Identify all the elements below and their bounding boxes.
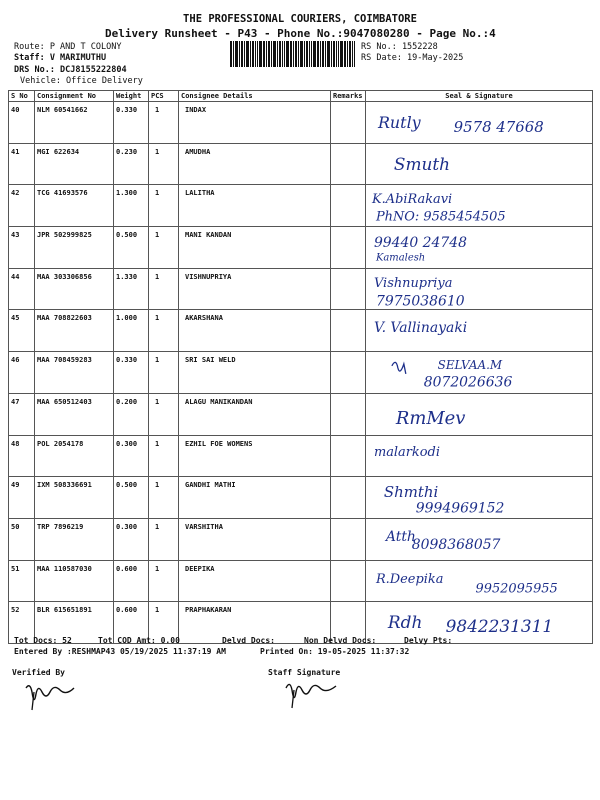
table-row (9, 102, 593, 144)
company-title: THE PROFESSIONAL COURIERS, COIMBATORE (183, 13, 417, 25)
signature-cell (366, 518, 593, 560)
pcs-cell: 1 (149, 560, 179, 602)
remarks-cell (331, 185, 366, 227)
table-row (9, 310, 593, 352)
consignment-cell: MAA 650512403 (35, 393, 114, 435)
weight-cell: 0.200 (114, 393, 149, 435)
signature-cell (366, 102, 593, 144)
consignment-cell: POL 2054178 (35, 435, 114, 477)
consignee-cell: VISHNUPRIYA (179, 268, 331, 310)
sno-cell: 51 (9, 560, 35, 602)
signature-cell (366, 477, 593, 519)
remarks-cell (331, 352, 366, 394)
consignee-cell: LALITHA (179, 185, 331, 227)
consignment-cell: MAA 303306856 (35, 268, 114, 310)
non-delivered-docs: Non Delvd Docs: (304, 636, 377, 645)
staff-signature-label: Staff Signature (268, 668, 341, 677)
remarks-cell (331, 268, 366, 310)
table-row (9, 560, 593, 602)
table-row (9, 393, 593, 435)
handwritten-note: 9842231311 (445, 616, 554, 637)
handwritten-note: Kamalesh (375, 252, 426, 264)
remarks-cell (331, 310, 366, 352)
consignee-cell: EZHIL FOE WOMENS (179, 435, 331, 477)
handwritten-signature: Rutly (377, 112, 421, 132)
col-remarks: Remarks (331, 91, 366, 102)
consignee-cell: VARSHITHA (179, 518, 331, 560)
consignee-cell: GANDHI MATHI (179, 477, 331, 519)
printed-on: Printed On: 19-05-2025 11:37:32 (260, 647, 410, 656)
sno-cell: 40 (9, 102, 35, 144)
pcs-cell: 1 (149, 435, 179, 477)
signature-cell (366, 602, 593, 644)
table-row (9, 352, 593, 394)
table-row (9, 518, 593, 560)
consignment-cell: IXM 508336691 (35, 477, 114, 519)
handwritten-signature: Smuth (393, 153, 451, 174)
verified-by-label: Verified By (12, 668, 65, 677)
remarks-cell (331, 102, 366, 144)
signature-cell (366, 227, 593, 269)
staff-signature-mark (282, 676, 342, 710)
weight-cell: 0.330 (114, 352, 149, 394)
weight-cell: 0.500 (114, 227, 149, 269)
pcs-cell: 1 (149, 518, 179, 560)
handwritten-signature: Vishnupriya (373, 275, 453, 291)
pcs-cell: 1 (149, 102, 179, 144)
handwritten-note: 7975038610 (375, 293, 465, 310)
handwritten-note: 9578 47668 (453, 117, 544, 136)
consignment-cell: MAA 110587030 (35, 560, 114, 602)
table-row (9, 435, 593, 477)
consignee-cell: DEEPIKA (179, 560, 331, 602)
pcs-cell: 1 (149, 185, 179, 227)
pcs-cell: 1 (149, 352, 179, 394)
weight-cell: 0.600 (114, 560, 149, 602)
rs-number: RS No.: 1552228 (361, 42, 438, 52)
table-row (9, 185, 593, 227)
consignment-cell: MAA 708822603 (35, 310, 114, 352)
consignment-cell: BLR 615651891 (35, 602, 114, 644)
signature-cell (366, 393, 593, 435)
consignee-cell: AKARSHANA (179, 310, 331, 352)
remarks-cell (331, 477, 366, 519)
sno-cell: 50 (9, 518, 35, 560)
weight-cell: 0.330 (114, 102, 149, 144)
sno-cell: 49 (9, 477, 35, 519)
handwritten-signature: Atth (385, 528, 416, 545)
consignee-cell: PRAPHAKARAN (179, 602, 331, 644)
sno-cell: 52 (9, 602, 35, 644)
sno-cell: 45 (9, 310, 35, 352)
handwritten-signature: SELVAA.M (437, 358, 503, 372)
weight-cell: 0.300 (114, 518, 149, 560)
sno-cell: 47 (9, 393, 35, 435)
entered-by: Entered By :RESHMAP43 05/19/2025 11:37:19 AM (14, 647, 226, 656)
weight-cell: 0.500 (114, 477, 149, 519)
weight-cell: 0.600 (114, 602, 149, 644)
pcs-cell: 1 (149, 393, 179, 435)
signature-cell (366, 310, 593, 352)
handwritten-signature: Shmthi (383, 483, 439, 502)
remarks-cell (331, 435, 366, 477)
col-pcs: PCS (149, 91, 179, 102)
remarks-cell (331, 518, 366, 560)
handwritten-signature: RmMev (395, 407, 466, 429)
runsheet-title: Delivery Runsheet - P43 - Phone No.:9047080280 - Page No.:4 (105, 27, 496, 40)
table-row (9, 602, 593, 644)
pcs-cell: 1 (149, 477, 179, 519)
handwritten-signature: malarkodi (373, 444, 440, 460)
col-weight: Weight (114, 91, 149, 102)
weight-cell: 0.230 (114, 143, 149, 185)
consignee-cell: MANI KANDAN (179, 227, 331, 269)
signature-cell (366, 352, 593, 394)
consignee-cell: INDAX (179, 102, 331, 144)
handwritten-note: 8098368057 (411, 536, 501, 553)
consignment-cell: MGI 622634 (35, 143, 114, 185)
sno-cell: 48 (9, 435, 35, 477)
consignment-cell: MAA 708459283 (35, 352, 114, 394)
weight-cell: 1.000 (114, 310, 149, 352)
delivered-docs: Delvd Docs: (222, 636, 275, 645)
handwritten-signature: K.AbiRakavi (371, 192, 453, 208)
table-header-row (9, 91, 593, 102)
consignee-cell: SRI SAI WELD (179, 352, 331, 394)
signature-scribble (392, 362, 406, 373)
consignee-cell: AMUDHA (179, 143, 331, 185)
total-docs: Tot Docs: 52 (14, 636, 72, 645)
delivery-points: Delvy Pts: (404, 636, 453, 645)
staff-label: Staff: V MARIMUTHU (14, 53, 107, 63)
total-cod-amount: Tot COD Amt: 0.00 (98, 636, 180, 645)
handwritten-signature: R.Deepika (375, 571, 444, 587)
table-row (9, 227, 593, 269)
vehicle-label: Vehicle: Office Delivery (20, 76, 143, 86)
consignee-cell: ALAGU MANIKANDAN (179, 393, 331, 435)
handwritten-note: 8072026636 (423, 374, 513, 391)
pcs-cell: 1 (149, 143, 179, 185)
pcs-cell: 1 (149, 310, 179, 352)
signature-cell (366, 435, 593, 477)
runsheet-table (8, 90, 593, 644)
table-row (9, 143, 593, 185)
col-consignment: Consignment No (35, 91, 114, 102)
remarks-cell (331, 227, 366, 269)
rs-date: RS Date: 19-May-2025 (361, 53, 464, 63)
sno-cell: 46 (9, 352, 35, 394)
consignment-cell: TRP 7896219 (35, 518, 114, 560)
weight-cell: 1.330 (114, 268, 149, 310)
col-sno: S No (9, 91, 35, 102)
pcs-cell: 1 (149, 602, 179, 644)
sno-cell: 41 (9, 143, 35, 185)
signature-cell (366, 560, 593, 602)
consignment-cell: TCG 41693576 (35, 185, 114, 227)
col-consignee: Consignee Details (179, 91, 331, 102)
handwritten-note: 9952095955 (475, 581, 558, 597)
remarks-cell (331, 393, 366, 435)
handwritten-note: 9994969152 (415, 500, 505, 517)
consignment-cell: NLM 60541662 (35, 102, 114, 144)
route-label: Route: P AND T COLONY (14, 42, 122, 52)
barcode-image (230, 41, 355, 67)
col-seal-signature: Seal & Signature (366, 91, 593, 102)
handwritten-note: PhNO: 9585454505 (375, 210, 506, 226)
consignment-cell: JPR 502999825 (35, 227, 114, 269)
weight-cell: 1.300 (114, 185, 149, 227)
remarks-cell (331, 143, 366, 185)
signature-cell (366, 143, 593, 185)
pcs-cell: 1 (149, 227, 179, 269)
sno-cell: 42 (9, 185, 35, 227)
sno-cell: 44 (9, 268, 35, 310)
table-row (9, 477, 593, 519)
table-row (9, 268, 593, 310)
handwritten-signature: 99440 24748 (373, 234, 468, 251)
handwritten-signature: V. Vallinayaki (373, 320, 468, 337)
signature-cell (366, 185, 593, 227)
sno-cell: 43 (9, 227, 35, 269)
signature-cell (366, 268, 593, 310)
drs-label: DRS No.: DCJ8155222804 (14, 65, 127, 75)
remarks-cell (331, 560, 366, 602)
handwritten-signature: Rdh (387, 612, 423, 633)
pcs-cell: 1 (149, 268, 179, 310)
weight-cell: 0.300 (114, 435, 149, 477)
verifier-signature (20, 678, 80, 712)
